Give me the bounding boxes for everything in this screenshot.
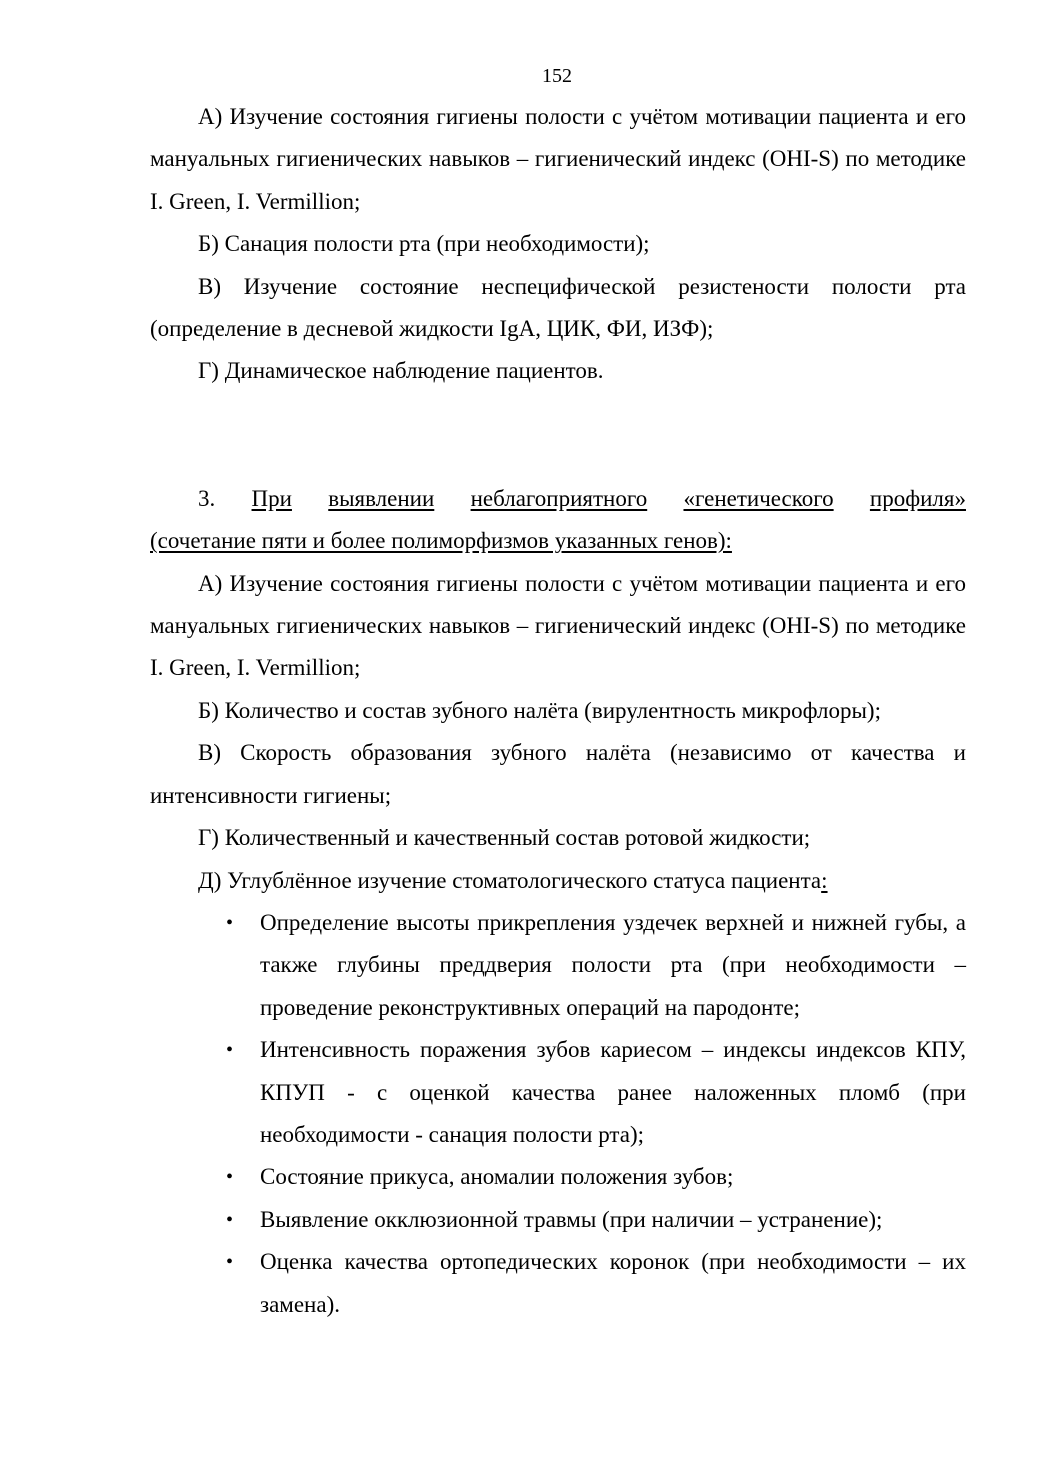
list-item-text: Оценка качества ортопедических коронок (при необходимости – их замена). bbox=[260, 1249, 966, 1317]
bullet-icon: • bbox=[226, 1208, 234, 1231]
section-3-item-v: В) Скорость образования зубного налёта (независимо от качества и интенсивности гигиены; bbox=[150, 740, 966, 808]
page-number: 152 bbox=[542, 65, 572, 87]
bullet-list bbox=[150, 902, 966, 1326]
list-item-text: Состояние прикуса, аномалии положения зубов; bbox=[260, 1164, 734, 1190]
list-item bbox=[150, 1199, 966, 1241]
list-item bbox=[150, 902, 966, 1029]
bullet-icon: • bbox=[226, 1251, 234, 1274]
heading-word: выявлении bbox=[328, 485, 435, 511]
section-3-item-d bbox=[150, 860, 966, 902]
bullet-icon: • bbox=[226, 1166, 234, 1189]
heading-word: профиля» bbox=[869, 485, 966, 511]
heading-word: «генетического bbox=[683, 485, 834, 511]
section-gap bbox=[150, 393, 966, 478]
page-content bbox=[150, 96, 966, 1326]
section-3-item-g: Г) Количественный и качественный состав ротовой жидкости; bbox=[198, 825, 811, 851]
section-3-item-b: Б) Количество и состав зубного налёта (вирулентность микрофлоры); bbox=[198, 697, 881, 723]
list-item bbox=[150, 1241, 966, 1326]
bullet-icon: • bbox=[226, 911, 234, 934]
heading-word: неблагоприятного bbox=[470, 485, 648, 511]
list-item-text: Определение высоты прикрепления уздечек верхней и нижней губы, а также глубины преддверия полости рта (при необходимости – проведение реконструктивных операций на пародонте; bbox=[260, 909, 966, 1020]
heading-word: При bbox=[251, 485, 292, 511]
item-d-text: Д) Углублённое изучение стоматологического статуса пациента bbox=[198, 867, 822, 893]
section-3-heading-line-1 bbox=[150, 478, 966, 520]
section-a-item-g: Г) Динамическое наблюдение пациентов. bbox=[198, 358, 604, 384]
item-d-colon: : bbox=[821, 867, 828, 893]
section-a-item-v: В) Изучение состояние неспецифической резистености полости рта (определение в десневой жидкости IgA, ЦИК, ФИ, ИЗФ); bbox=[150, 273, 966, 342]
list-item bbox=[150, 1029, 966, 1156]
section-a-item-b: Б) Санация полости рта (при необходимости); bbox=[198, 231, 650, 257]
list-item bbox=[150, 1156, 966, 1198]
section-3-heading-line-2 bbox=[150, 520, 966, 562]
section-a-item-a: А) Изучение состояния гигиены полости с учётом мотивации пациента и его мануальных гигиенических навыков – гигиенический индекс (OHI-S) по методике I. Green, I. Vermillion; bbox=[150, 104, 966, 214]
list-item-text: Интенсивность поражения зубов кариесом – индексы индексов КПУ, КПУП - с оценкой качества ранее наложенных пломб (при необходимости - санация полости рта); bbox=[260, 1037, 966, 1147]
bullet-icon: • bbox=[226, 1039, 234, 1062]
section-3-item-a: А) Изучение состояния гигиены полости с учётом мотивации пациента и его мануальных гигиенических навыков – гигиенический индекс (OHI-S) по методике I. Green, I. Vermillion; bbox=[150, 570, 966, 681]
section-3-heading-continuation: (сочетание пяти и более полиморфизмов указанных генов): bbox=[150, 528, 732, 554]
list-item-text: Выявление окклюзионной травмы (при наличии – устранение); bbox=[260, 1206, 883, 1232]
section-3-number: 3. bbox=[198, 485, 216, 511]
